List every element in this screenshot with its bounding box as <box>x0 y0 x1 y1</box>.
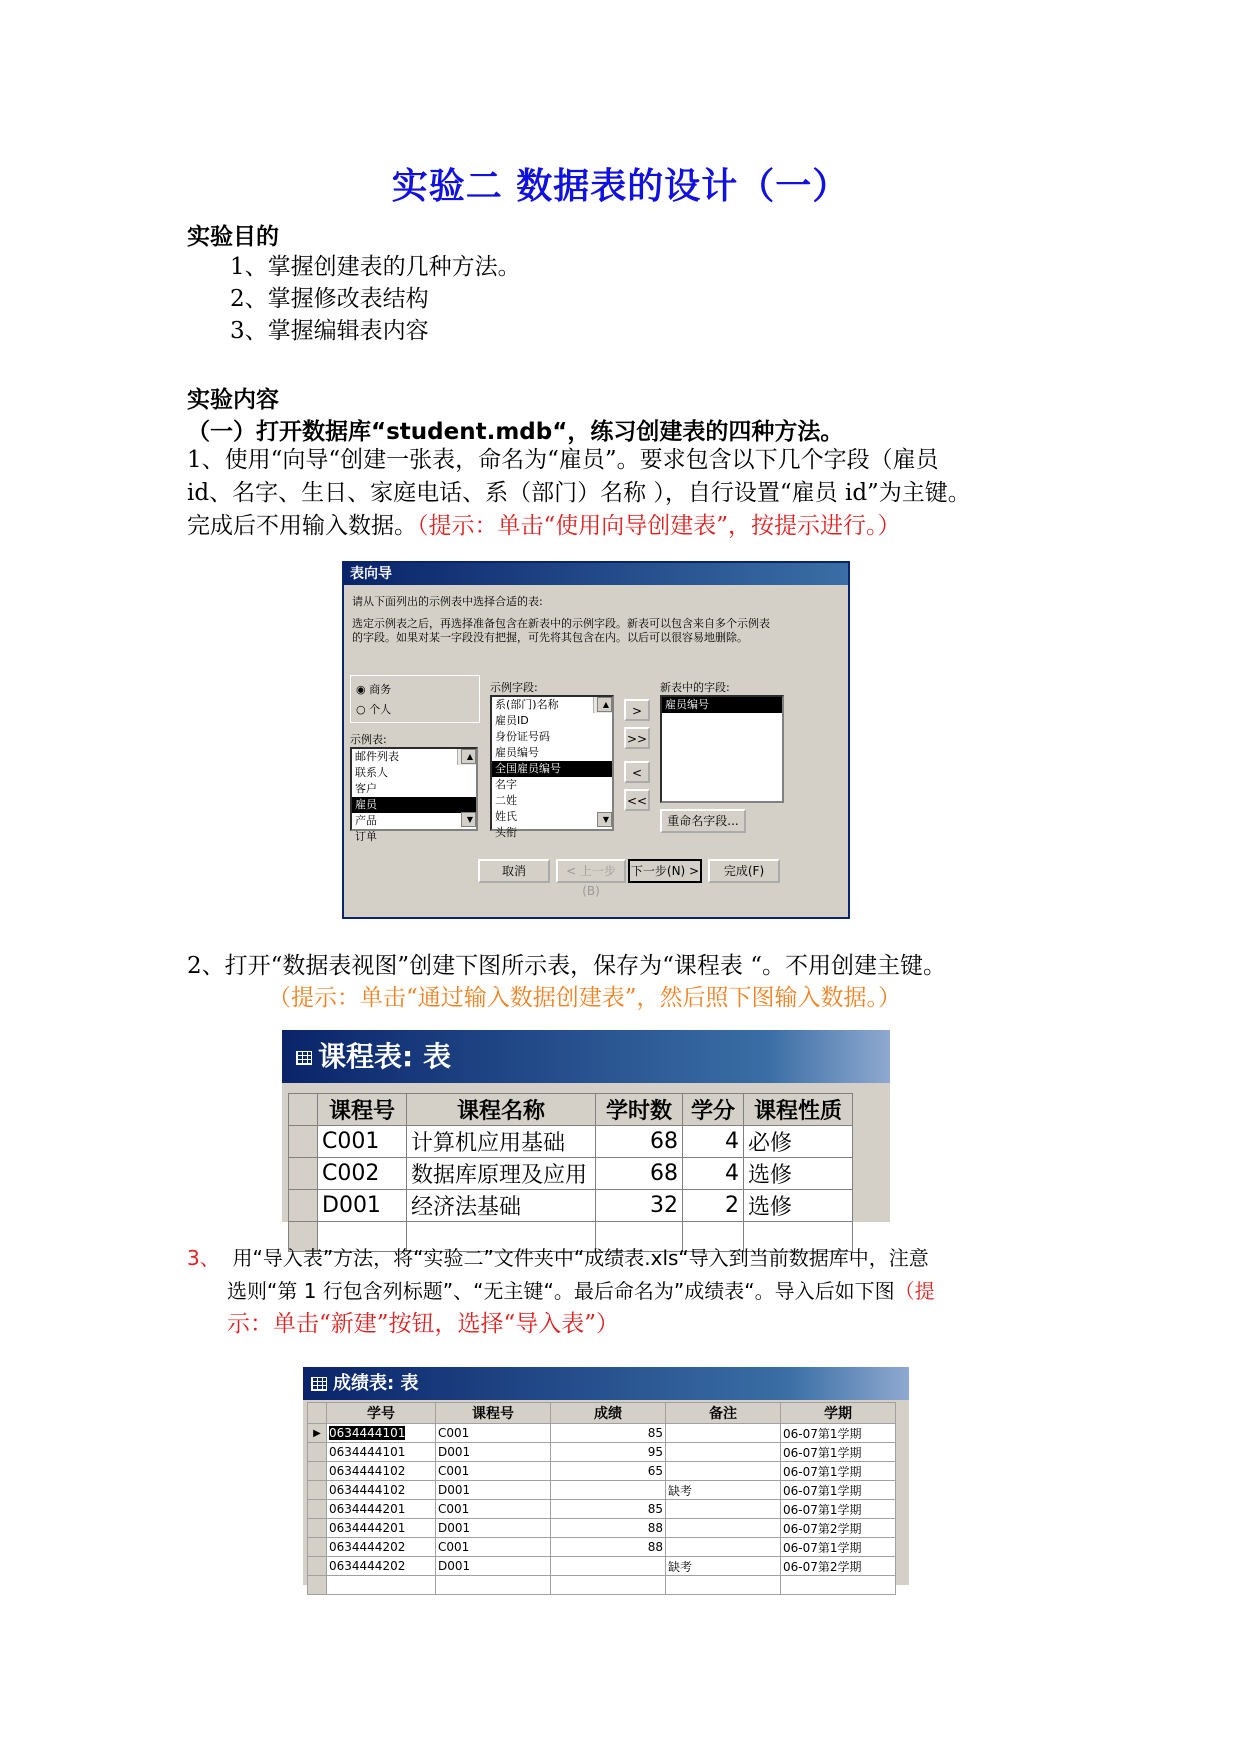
table-cell[interactable]: C001 <box>436 1500 551 1519</box>
column-header[interactable]: 课程号 <box>318 1094 407 1126</box>
sample-fields-list[interactable] <box>490 695 614 839</box>
list-item[interactable]: 雇员 <box>352 797 476 813</box>
add-all-fields-button[interactable]: >> <box>624 727 650 749</box>
task1-hint: （提示：单击“使用向导创建表”，按提示进行。） <box>417 513 901 539</box>
table-cell[interactable]: 必修 <box>744 1126 853 1158</box>
column-header[interactable]: 课程名称 <box>407 1094 596 1126</box>
new-fields-list[interactable] <box>660 695 784 803</box>
table-cell[interactable]: C001 <box>436 1538 551 1557</box>
task1-line1: 1、使用“向导“创建一张表，命名为“雇员”。要求包含以下几个字段（雇员 <box>187 447 939 473</box>
table-cell[interactable]: 95 <box>551 1443 666 1462</box>
table-cell[interactable] <box>551 1557 666 1576</box>
column-header[interactable]: 学时数 <box>596 1094 683 1126</box>
task3-line2: 选则“第 1 行包含列标题”、“无主键“。最后命名为”成绩表“。导入后如下图（提 <box>227 1279 935 1303</box>
table-cell[interactable]: 88 <box>551 1538 666 1557</box>
course-table-title-bar: 课程表: 表 <box>282 1030 890 1083</box>
table-row-new <box>308 1576 896 1595</box>
table-cell[interactable]: 经济法基础 <box>407 1190 596 1222</box>
table-cell[interactable] <box>666 1538 781 1557</box>
purpose-item-1: 1、掌握创建表的几种方法。 <box>230 254 521 280</box>
purpose-item-2: 2、掌握修改表结构 <box>230 286 429 312</box>
table-cell[interactable]: 06-07第1学期 <box>781 1481 896 1500</box>
task3-line1: 3、 用“导入表”方法，将“实验二”文件夹中“成绩表.xls“导入到当前数据库中，注意 <box>187 1246 929 1270</box>
radio-personal[interactable]: ○ 个人 <box>356 703 392 716</box>
table-header-row <box>308 1403 896 1424</box>
column-header[interactable]: 备注 <box>666 1403 781 1424</box>
table-cell[interactable]: D001 <box>436 1557 551 1576</box>
list-item[interactable]: 姓氏 <box>495 810 517 823</box>
sample-tables-list[interactable] <box>350 747 478 843</box>
table-cell[interactable]: D001 <box>436 1519 551 1538</box>
table-cell[interactable]: C001 <box>436 1424 551 1443</box>
wizard-instruction: 选定示例表之后，再选择准备包含在新表中的示例字段。新表可以包含来自多个示例表 <box>352 617 770 630</box>
table-cell[interactable]: 85 <box>551 1500 666 1519</box>
table-cell[interactable]: 0634444202 <box>327 1538 436 1557</box>
table-cell[interactable]: 4 <box>683 1158 744 1190</box>
table-cell[interactable]: 65 <box>551 1462 666 1481</box>
row-selector[interactable] <box>308 1519 327 1538</box>
table-cell[interactable]: 选修 <box>744 1158 853 1190</box>
back-button[interactable]: < 上一步(B) <box>556 859 626 883</box>
list-item[interactable]: 客户 <box>355 782 377 795</box>
task1-line2: id、名字、生日、家庭电话、系（部门）名称 ），自行设置“雇员 id”为主键。 <box>187 480 971 506</box>
table-cell[interactable]: 缺考 <box>666 1557 781 1576</box>
table-cell[interactable]: D001 <box>436 1443 551 1462</box>
column-header[interactable]: 课程性质 <box>744 1094 853 1126</box>
table-cell[interactable]: 06-07第1学期 <box>781 1538 896 1557</box>
course-table <box>288 1093 853 1252</box>
table-cell[interactable]: 4 <box>683 1126 744 1158</box>
scroll-up-icon: ▲ <box>597 697 612 712</box>
table-cell[interactable]: 0634444101 <box>327 1424 436 1443</box>
row-selector[interactable] <box>289 1158 318 1190</box>
list-item[interactable]: 全国雇员编号 <box>492 761 612 777</box>
table-cell[interactable]: D001 <box>436 1481 551 1500</box>
score-table-window <box>303 1367 909 1585</box>
add-field-button[interactable]: > <box>624 699 650 721</box>
sample-tables-label: 示例表: <box>350 733 387 746</box>
list-item[interactable]: 雇员编号 <box>495 746 539 759</box>
table-cell[interactable]: 68 <box>596 1126 683 1158</box>
list-item[interactable]: 产品 <box>355 814 377 827</box>
table-cell[interactable]: C001 <box>436 1462 551 1481</box>
row-selector-header <box>289 1094 318 1126</box>
list-item[interactable]: 身份证号码 <box>495 730 550 743</box>
row-selector[interactable] <box>289 1190 318 1222</box>
table-row <box>308 1500 896 1519</box>
rename-field-button[interactable]: 重命名字段... <box>660 809 746 833</box>
table-row <box>308 1519 896 1538</box>
score-table-title-bar: 成绩表: 表 <box>303 1367 909 1400</box>
table-cell[interactable]: 缺考 <box>666 1481 781 1500</box>
table-cell[interactable]: 06-07第1学期 <box>781 1462 896 1481</box>
table-cell[interactable]: 0634444102 <box>327 1481 436 1500</box>
datasheet-icon <box>296 1051 312 1065</box>
remove-all-fields-button[interactable]: << <box>624 789 650 811</box>
task2-hint: （提示：单击“通过输入数据创建表”，然后照下图输入数据。） <box>268 985 902 1011</box>
table-cell[interactable]: 06-07第2学期 <box>781 1519 896 1538</box>
table-cell[interactable]: 0634444102 <box>327 1462 436 1481</box>
table-row <box>308 1557 896 1576</box>
scrollbar[interactable] <box>457 749 476 824</box>
radio-business[interactable]: ◉ 商务 <box>356 683 392 696</box>
table-cell[interactable]: 06-07第1学期 <box>781 1424 896 1443</box>
radio-checked-icon: ◉ <box>356 683 366 696</box>
table-cell[interactable] <box>666 1519 781 1538</box>
table-cell[interactable] <box>666 1443 781 1462</box>
list-item[interactable]: 订单 <box>355 830 377 843</box>
table-cell[interactable]: 85 <box>551 1424 666 1443</box>
page-title: 实验二 数据表的设计（一） <box>391 166 850 207</box>
row-selector[interactable] <box>308 1481 327 1500</box>
table-cell[interactable]: D001 <box>318 1190 407 1222</box>
column-header[interactable]: 成绩 <box>551 1403 666 1424</box>
row-selector[interactable] <box>308 1500 327 1519</box>
current-record-icon[interactable]: ▶ <box>308 1424 327 1443</box>
task3-number: 3、 <box>187 1246 220 1270</box>
table-cell[interactable]: 计算机应用基础 <box>407 1126 596 1158</box>
column-header[interactable]: 学号 <box>327 1403 436 1424</box>
wizard-title: 表向导 <box>344 563 848 585</box>
task1-line3: 完成后不用输入数据。（提示：单击“使用向导创建表”，按提示进行。） <box>187 513 901 539</box>
score-table <box>307 1402 896 1595</box>
sample-fields-label: 示例字段: <box>490 681 538 694</box>
course-table-window <box>282 1030 890 1222</box>
column-header[interactable]: 课程号 <box>436 1403 551 1424</box>
table-cell[interactable]: 选修 <box>744 1190 853 1222</box>
table-cell[interactable]: 0634444201 <box>327 1500 436 1519</box>
table-row <box>308 1462 896 1481</box>
scroll-up-icon: ▲ <box>461 749 476 764</box>
table-row <box>289 1190 853 1222</box>
table-header-row <box>289 1094 853 1126</box>
list-item[interactable]: 系(部门)名称 <box>495 698 559 711</box>
table-cell[interactable] <box>551 1481 666 1500</box>
subheading-part-1: （一）打开数据库“student.mdb“，练习创建表的四种方法。 <box>187 419 844 445</box>
table-row <box>308 1538 896 1557</box>
scrollbar[interactable] <box>593 697 612 824</box>
wizard-instruction: 请从下面列出的示例表中选择合适的表: <box>352 595 543 608</box>
next-button[interactable]: 下一步(N) > <box>628 859 702 883</box>
table-row <box>289 1126 853 1158</box>
list-item[interactable]: 邮件列表 <box>355 750 399 763</box>
section-heading-content: 实验内容 <box>187 387 279 413</box>
table-cell[interactable]: 0634444201 <box>327 1519 436 1538</box>
task3-hint: 示：单击“新建”按钮，选择“导入表”） <box>227 1311 620 1337</box>
purpose-item-3: 3、掌握编辑表内容 <box>230 318 429 344</box>
column-header[interactable]: 学分 <box>683 1094 744 1126</box>
table-row <box>308 1481 896 1500</box>
row-selector[interactable] <box>308 1538 327 1557</box>
table-cell[interactable]: 0634444202 <box>327 1557 436 1576</box>
scroll-down-icon: ▼ <box>597 812 612 827</box>
table-cell[interactable]: 2 <box>683 1190 744 1222</box>
table-row <box>308 1424 896 1443</box>
row-selector[interactable] <box>308 1443 327 1462</box>
datasheet-icon <box>311 1377 327 1391</box>
scroll-down-icon: ▼ <box>461 812 476 827</box>
list-item[interactable]: 头衔 <box>495 826 517 839</box>
list-item[interactable]: 雇员编号 <box>662 697 782 713</box>
new-fields-label: 新表中的字段: <box>660 681 730 694</box>
table-cell[interactable] <box>666 1462 781 1481</box>
table-cell[interactable]: 06-07第2学期 <box>781 1557 896 1576</box>
list-item[interactable]: 雇员ID <box>495 714 529 727</box>
list-item[interactable]: 名字 <box>495 778 517 791</box>
row-selector[interactable] <box>308 1576 327 1595</box>
row-selector[interactable] <box>308 1462 327 1481</box>
section-heading-purpose: 实验目的 <box>187 224 279 250</box>
table-cell[interactable]: 0634444101 <box>327 1443 436 1462</box>
column-header[interactable]: 学期 <box>781 1403 896 1424</box>
table-cell[interactable] <box>666 1500 781 1519</box>
row-selector[interactable] <box>289 1126 318 1158</box>
task2-line1: 2、打开“数据表视图”创建下图所示表，保存为“课程表 “。不用创建主键。 <box>187 953 946 979</box>
table-cell[interactable]: C002 <box>318 1158 407 1190</box>
list-item[interactable]: 联系人 <box>355 766 388 779</box>
list-item[interactable]: 二姓 <box>495 794 517 807</box>
remove-field-button[interactable]: < <box>624 761 650 783</box>
table-cell[interactable]: 32 <box>596 1190 683 1222</box>
table-cell[interactable]: C001 <box>318 1126 407 1158</box>
table-cell[interactable]: 06-07第1学期 <box>781 1443 896 1462</box>
table-row <box>289 1158 853 1190</box>
cancel-button[interactable]: 取消 <box>478 859 550 883</box>
wizard-instruction: 的字段。如果对某一字段没有把握，可先将其包含在内。以后可以很容易地删除。 <box>352 631 748 644</box>
table-row <box>308 1443 896 1462</box>
row-selector[interactable] <box>308 1557 327 1576</box>
table-cell[interactable]: 06-07第1学期 <box>781 1500 896 1519</box>
row-selector-header <box>308 1403 327 1424</box>
table-cell[interactable]: 88 <box>551 1519 666 1538</box>
finish-button[interactable]: 完成(F) <box>708 859 780 883</box>
table-cell[interactable]: 68 <box>596 1158 683 1190</box>
table-wizard-dialog <box>342 561 850 919</box>
radio-unchecked-icon: ○ <box>356 703 366 716</box>
table-cell[interactable]: 数据库原理及应用 <box>407 1158 596 1190</box>
table-cell[interactable] <box>666 1424 781 1443</box>
